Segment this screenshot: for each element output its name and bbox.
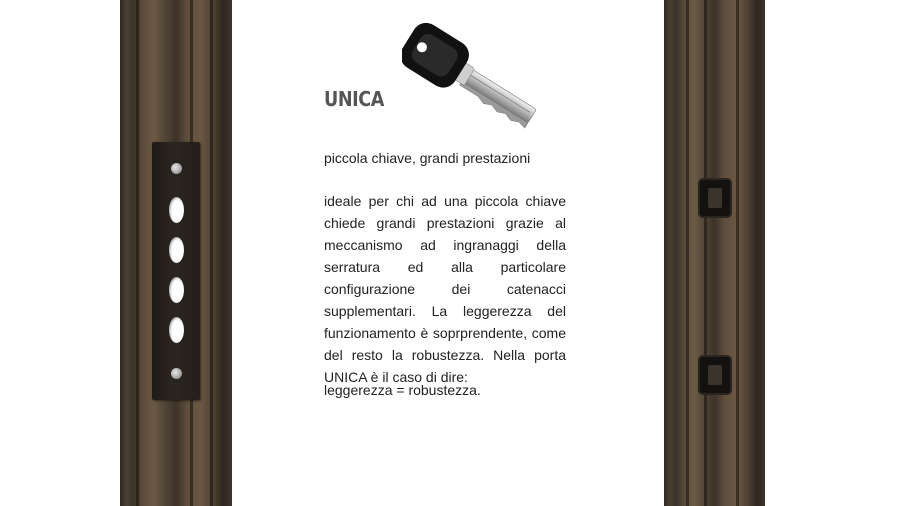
product-title: UNICA — [324, 87, 384, 111]
screw-icon — [171, 368, 182, 379]
product-description: ideale per chi ad una piccola chiave chiede grandi prestazioni grazie al meccanismo ad ingranaggi della serratura ed alla particolare configurazione dei catenacci supplementari. La leggerezza del funzionamento è soprprendente, come del resto la robustezza. Nella porta UNICA è il caso di dire: — [324, 193, 566, 385]
frame-groove — [136, 0, 139, 506]
frame-groove — [736, 0, 739, 506]
latch-image — [700, 180, 730, 216]
bolt-hole — [169, 237, 184, 263]
right-door-frame-image — [664, 0, 765, 506]
bolt-hole — [169, 277, 184, 303]
screw-icon — [171, 163, 182, 174]
key-icon — [402, 22, 547, 140]
strike-plate-image — [152, 142, 200, 400]
latch-image — [700, 357, 730, 393]
frame-groove — [704, 0, 707, 506]
product-closing-line: leggerezza = robustezza. — [324, 382, 481, 398]
product-subtitle: piccola chiave, grandi prestazioni — [324, 150, 531, 166]
bolt-hole — [169, 317, 184, 343]
frame-groove — [686, 0, 689, 506]
frame-groove — [210, 0, 213, 506]
bolt-hole — [169, 197, 184, 223]
